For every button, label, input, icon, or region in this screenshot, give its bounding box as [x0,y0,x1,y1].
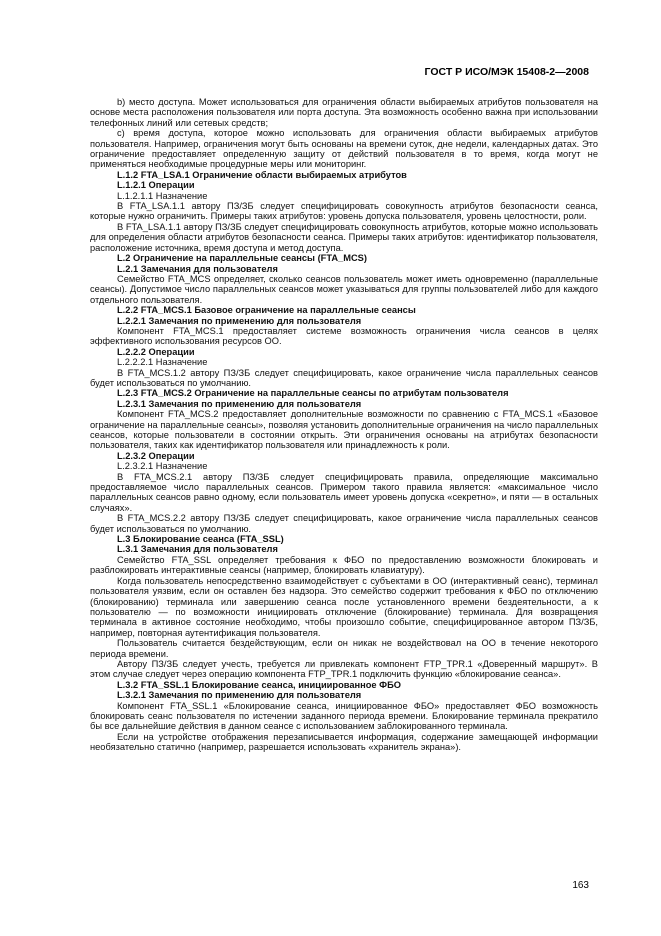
paragraph: c) время доступа, которое можно использовать для ограничения области выбираемых атрибутов пользователя. Например, ограничения могут быть основаны на времени суток, дне недели, календарных датах. Это ограничение предоставляет определенную защиту от действий пользователя в то время, когда могут не применяться необходимые процедурные меры или мониторинг. [90,128,598,170]
paragraph: Компонент FTA_MCS.2 предоставляет дополнительные возможности по сравнению с FTA_MCS.1 «Базовое ограничение на параллельные сеансы», позволяя установить дополнительные ограничения на число параллельных сеансов, которые пользователи в состоянии открыть. Эти ограничения основаны на атрибутах безопасности пользователя, таких как идентификатор пользователя или принадлежность к роли. [90,409,598,451]
section-heading: L.3.2 FTA_SSL.1 Блокирование сеанса, инициированное ФБО [117,679,402,690]
paragraph: Семейство FTA_MCS определяет, сколько сеансов пользователь может иметь одновременно (параллельные сеансы). Допустимое число параллельных сеансов может указываться для группы пользователей либо для каждого отдельного пользователя. [90,273,598,305]
paragraph: Когда пользователь непосредственно взаимодействует с субъектами в ОО (интерактивный сеанс), терминал пользователя уязвим, если он оставлен без надзора. Это семейство содержит требования к ФБО по отключению (блокированию) терминала или завершению сеанса после установленного времени бездеятельности, а к пользователю — по возможности инициировать отключение (блокирование) терминала. Для возвращения терминала в активное состояние необходимо, чтобы произошло событие, специфицированное автором ПЗ/ЗБ, например, повторная аутентификация пользователя. [90,575,598,638]
section-heading: L.2.3.1 Замечания по применению для пользователя [117,398,362,409]
section-heading: L.2.1 Замечания для пользователя [117,263,278,274]
section-heading: L.3.2.1 Замечания по применению для пользователя [117,690,362,701]
section-heading: L.2 Ограничение на параллельные сеансы (FTA_MCS) [117,253,367,264]
section-heading: L.1.2.1 Операции [117,180,195,191]
paragraph: b) место доступа. Может использоваться для ограничения области выбираемых атрибутов пользователя на основе места расположения пользователя или порта доступа. Эта возможность особенно важна при использовании телефонных линий или сетевых средств; [90,97,598,128]
paragraph: Если на устройстве отображения перезаписывается информация, содержание замещающей информации необязательно статично (например, разрешается использовать «хранитель экрана»). [90,731,598,753]
section-heading: L.2.3.2 Операции [117,450,195,461]
subsection-label: L.2.2.2.1 Назначение [117,357,208,368]
section-heading: L.2.3 FTA_MCS.2 Ограничение на параллельные сеансы по атрибутам пользователя [117,388,509,399]
section-heading: L.1.2 FTA_LSA.1 Ограничение области выбираемых атрибутов [117,169,407,180]
paragraph: В FTA_MCS.2.1 автору ПЗ/ЗБ следует специфицировать правила, определяющие максимально предоставляемое число параллельных сеансов. Примером такого правила является: «максимальное число параллельных сеансов равно одному, если пользователь имеет уровень допуска «секретно», и пяти — в остальных случаях». [90,471,598,513]
paragraph: Пользователь считается бездействующим, если он никак не воздействовал на ОО в течение некоторого периода времени. [90,638,598,659]
subsection-label: L.2.3.2.1 Назначение [117,461,208,472]
section-heading: L.2.2.2 Операции [117,346,195,357]
page-number: 163 [572,880,589,891]
section-heading: L.2.2 FTA_MCS.1 Базовое ограничение на параллельные сеансы [117,305,416,316]
paragraph: Семейство FTA_SSL определяет требования к ФБО по предоставлению возможности блокировать и разблокировать интерактивные сеансы (например, блокировать клавиатуру). [90,554,598,576]
subsection-label: L.1.2.1.1 Назначение [117,190,208,201]
paragraph: В FTA_MCS.2.2 автору ПЗ/ЗБ следует специфицировать, какое ограничение числа параллельных сеансов будет использоваться по умолчанию. [90,513,598,534]
paragraph: В FTA_LSA.1.1 автору ПЗ/ЗБ следует специфицировать совокупность атрибутов безопасности сеанса, которые нужно ограничить. Примеры таких атрибутов: уровень допуска пользователя, уровень целостности, роли. [90,201,598,222]
section-heading: L.2.2.1 Замечания по применению для пользователя [117,315,362,326]
body-text [90,97,598,753]
paragraph: Автору ПЗ/ЗБ следует учесть, требуется ли привлекать компонент FTP_TPR.1 «Доверенный маршрут». В этом случае следует через операцию компонента FTP_TPR.1 подключить функцию «блокирование сеанса». [90,658,598,680]
paragraph: В FTA_MCS.1.2 автору ПЗ/ЗБ следует специфицировать, какое ограничение числа параллельных сеансов будет использоваться по умолчанию. [90,367,598,388]
paragraph: В FTA_LSA.1.1 автору ПЗ/ЗБ следует специфицировать совокупность атрибутов, которые можно использовать для определения области атрибутов безопасности сеанса. Примеры таких атрибутов: идентификатор пользователя, расположение источника, время доступа и метод доступа. [90,221,598,253]
section-heading: L.3 Блокирование сеанса (FTA_SSL) [117,534,284,545]
paragraph: Компонент FTA_SSL.1 «Блокирование сеанса, инициированное ФБО» предоставляет ФБО возможность блокировать сеанс пользователя по истечении заданного периода времени. Блокирование терминала прекратило бы все дальнейшие действия в данном сеансе с использованием заблокированного терминала. [90,700,598,732]
section-heading: L.3.1 Замечания для пользователя [117,544,278,555]
paragraph: Компонент FTA_MCS.1 предоставляет системе возможность ограничения числа сеансов в целях эффективного использования ресурсов ОО. [90,325,598,347]
standard-header: ГОСТ Р ИСО/МЭК 15408-2—2008 [424,66,589,78]
